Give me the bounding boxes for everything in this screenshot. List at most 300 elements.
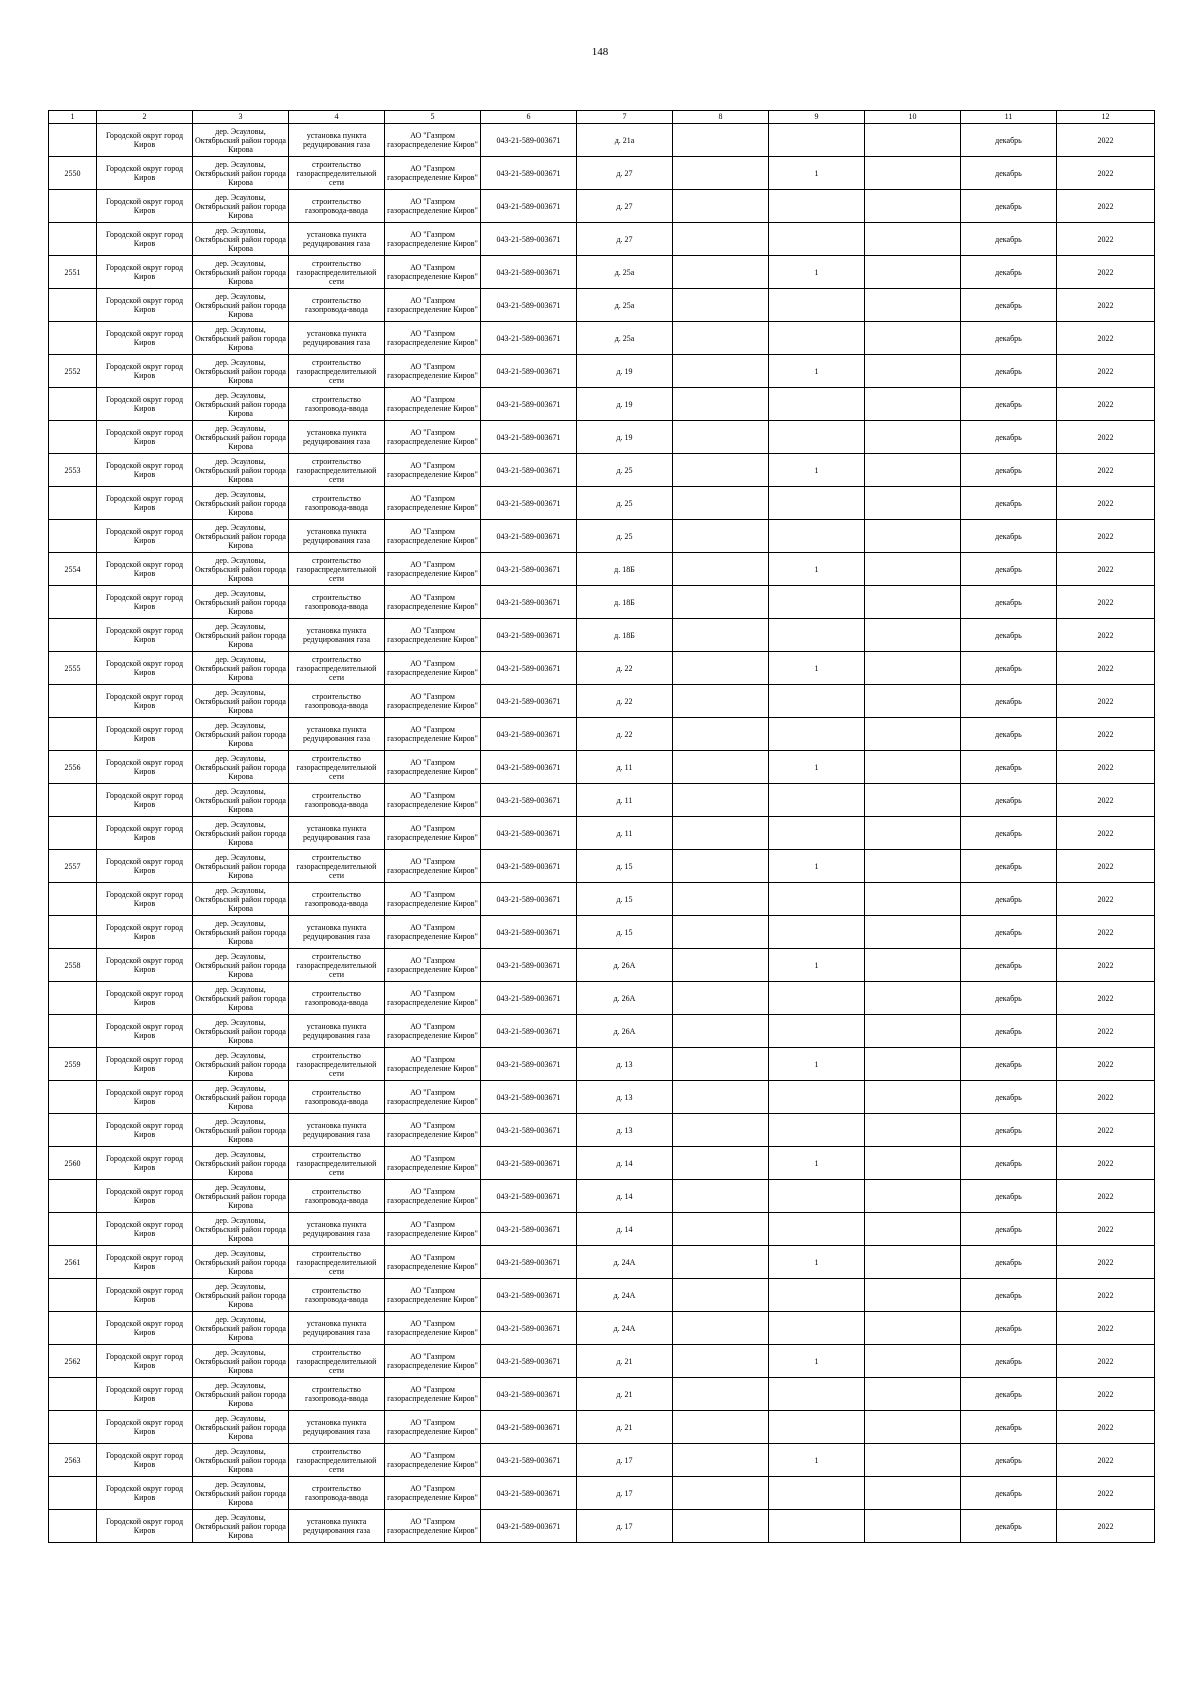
organization-cell-text: АО "Газпром газораспределение Киров" — [387, 1088, 478, 1106]
registry-code-cell-text: 043-21-589-003671 — [496, 729, 561, 739]
table-row — [49, 454, 1155, 487]
registry-code-cell-text: 043-21-589-003671 — [496, 366, 561, 376]
year-cell — [1057, 1081, 1155, 1114]
column-8-cell — [673, 553, 769, 586]
house-number-cell-text: д. 13 — [616, 1092, 633, 1102]
location-cell-text: дер. Эсауловы, Октябрьский район города Кирова — [195, 885, 286, 913]
quantity-cell — [769, 355, 865, 388]
column-10-cell — [865, 1279, 961, 1312]
work-type-cell-text: строительство газораспределительной сети — [296, 852, 377, 880]
house-number-cell — [577, 685, 673, 718]
month-cell-text: декабрь — [995, 234, 1022, 244]
column-10-cell — [865, 421, 961, 454]
month-cell-text: декабрь — [995, 927, 1022, 937]
registry-code-cell-text: 043-21-589-003671 — [496, 1224, 561, 1234]
quantity-cell-text: 1 — [814, 168, 819, 178]
quantity-cell-text: 1 — [814, 762, 819, 772]
table-row — [49, 388, 1155, 421]
registry-code-cell — [481, 421, 577, 454]
work-type-cell-text: строительство газопровода-ввода — [305, 692, 368, 710]
table-row — [49, 1411, 1155, 1444]
year-cell — [1057, 586, 1155, 619]
registry-code-cell-text: 043-21-589-003671 — [496, 1059, 561, 1069]
table-row — [49, 223, 1155, 256]
quantity-cell — [769, 586, 865, 619]
month-cell — [961, 1444, 1057, 1477]
location-cell — [193, 1411, 289, 1444]
table-row — [49, 1510, 1155, 1543]
year-cell — [1057, 454, 1155, 487]
house-number-cell — [577, 388, 673, 421]
house-number-cell-text: д. 17 — [616, 1488, 633, 1498]
column-8-cell — [673, 652, 769, 685]
quantity-cell — [769, 421, 865, 454]
district-cell — [97, 190, 193, 223]
registry-code-cell-text: 043-21-589-003671 — [496, 1026, 561, 1036]
registry-code-cell — [481, 652, 577, 685]
work-type-cell-text: установка пункта редуцирования газа — [302, 725, 371, 743]
year-cell-text: 2022 — [1097, 861, 1114, 871]
month-cell — [961, 1345, 1057, 1378]
table-row — [49, 322, 1155, 355]
year-cell-text: 2022 — [1097, 465, 1114, 475]
location-cell-text: дер. Эсауловы, Октябрьский район города Кирова — [195, 819, 286, 847]
registry-code-cell-text: 043-21-589-003671 — [496, 597, 561, 607]
organization-cell-text: АО "Газпром газораспределение Киров" — [387, 1451, 478, 1469]
registry-code-cell — [481, 817, 577, 850]
quantity-cell-text: 1 — [814, 465, 819, 475]
month-cell-text: декабрь — [995, 1356, 1022, 1366]
row-number-cell — [49, 1213, 97, 1246]
year-cell-text: 2022 — [1097, 1422, 1114, 1432]
organization-cell — [385, 784, 481, 817]
organization-cell — [385, 1345, 481, 1378]
row-number-cell — [49, 685, 97, 718]
month-cell — [961, 850, 1057, 883]
location-cell — [193, 1213, 289, 1246]
month-cell — [961, 157, 1057, 190]
district-cell — [97, 1477, 193, 1510]
year-cell-text: 2022 — [1097, 1125, 1114, 1135]
month-cell-text: декабрь — [995, 1422, 1022, 1432]
table-row — [49, 1081, 1155, 1114]
column-10-cell — [865, 982, 961, 1015]
row-number-cell-text: 2557 — [64, 861, 81, 871]
quantity-cell-text: 1 — [814, 1356, 819, 1366]
house-number-cell-text: д. 14 — [616, 1191, 633, 1201]
column-10-cell — [865, 355, 961, 388]
work-type-cell-text: строительство газораспределительной сети — [296, 951, 377, 979]
district-cell — [97, 685, 193, 718]
organization-cell-text: АО "Газпром газораспределение Киров" — [387, 923, 478, 941]
district-cell-text: Городской округ город Киров — [105, 692, 184, 710]
house-number-cell-text: д. 18Б — [614, 630, 635, 640]
location-cell — [193, 124, 289, 157]
work-type-cell — [289, 883, 385, 916]
house-number-cell-text: д. 15 — [616, 894, 633, 904]
table-row — [49, 190, 1155, 223]
registry-code-cell-text: 043-21-589-003671 — [496, 828, 561, 838]
row-number-cell-text: 2560 — [64, 1158, 81, 1168]
row-number-cell-text: 2555 — [64, 663, 81, 673]
house-number-cell-text: д. 25 — [616, 498, 633, 508]
column-8-cell — [673, 1477, 769, 1510]
month-cell — [961, 1048, 1057, 1081]
month-cell-text: декабрь — [995, 696, 1022, 706]
month-cell — [961, 1246, 1057, 1279]
column-8-cell — [673, 817, 769, 850]
work-type-cell — [289, 916, 385, 949]
month-cell-text: декабрь — [995, 1059, 1022, 1069]
location-cell — [193, 1246, 289, 1279]
work-type-cell-text: строительство газопровода-ввода — [305, 791, 368, 809]
column-8-cell — [673, 1015, 769, 1048]
house-number-cell-text: д. 26А — [613, 993, 636, 1003]
registry-code-cell-text: 043-21-589-003671 — [496, 465, 561, 475]
location-cell-text: дер. Эсауловы, Октябрьский район города Кирова — [195, 522, 286, 550]
district-cell-text: Городской округ город Киров — [105, 1253, 184, 1271]
year-cell — [1057, 817, 1155, 850]
district-cell-text: Городской округ город Киров — [105, 362, 184, 380]
column-header: 6 — [481, 111, 577, 124]
month-cell — [961, 1015, 1057, 1048]
work-type-cell — [289, 619, 385, 652]
registry-code-cell-text: 043-21-589-003671 — [496, 1356, 561, 1366]
organization-cell — [385, 289, 481, 322]
work-type-cell — [289, 553, 385, 586]
district-cell — [97, 355, 193, 388]
row-number-cell — [49, 586, 97, 619]
column-8-cell — [673, 454, 769, 487]
work-type-cell-text: строительство газопровода-ввода — [305, 197, 368, 215]
column-10-cell — [865, 1444, 961, 1477]
work-type-cell — [289, 1444, 385, 1477]
table-body — [49, 111, 1155, 1543]
table-row — [49, 124, 1155, 157]
house-number-cell-text: д. 27 — [616, 234, 633, 244]
organization-cell — [385, 1477, 481, 1510]
registry-code-cell-text: 043-21-589-003671 — [496, 234, 561, 244]
registry-code-cell-text: 043-21-589-003671 — [496, 1125, 561, 1135]
organization-cell-text: АО "Газпром газораспределение Киров" — [387, 956, 478, 974]
registry-code-cell-text: 043-21-589-003671 — [496, 1191, 561, 1201]
month-cell-text: декабрь — [995, 1257, 1022, 1267]
column-8-cell — [673, 190, 769, 223]
registry-code-cell-text: 043-21-589-003671 — [496, 1158, 561, 1168]
registry-code-cell-text: 043-21-589-003671 — [496, 300, 561, 310]
organization-cell — [385, 1048, 481, 1081]
organization-cell — [385, 256, 481, 289]
column-8-cell — [673, 1279, 769, 1312]
row-number-cell — [49, 190, 97, 223]
year-cell-text: 2022 — [1097, 201, 1114, 211]
organization-cell — [385, 817, 481, 850]
month-cell — [961, 1312, 1057, 1345]
district-cell — [97, 619, 193, 652]
table-row — [49, 553, 1155, 586]
registry-code-cell — [481, 289, 577, 322]
quantity-cell — [769, 949, 865, 982]
district-cell — [97, 850, 193, 883]
work-type-cell — [289, 256, 385, 289]
year-cell-text: 2022 — [1097, 696, 1114, 706]
column-10-cell — [865, 586, 961, 619]
month-cell-text: декабрь — [995, 201, 1022, 211]
month-cell — [961, 223, 1057, 256]
house-number-cell — [577, 949, 673, 982]
table-row — [49, 1180, 1155, 1213]
month-cell-text: декабрь — [995, 795, 1022, 805]
district-cell — [97, 124, 193, 157]
location-cell — [193, 223, 289, 256]
organization-cell-text: АО "Газпром газораспределение Киров" — [387, 1385, 478, 1403]
organization-cell-text: АО "Газпром газораспределение Киров" — [387, 461, 478, 479]
house-number-cell — [577, 1411, 673, 1444]
quantity-cell — [769, 883, 865, 916]
location-cell — [193, 1048, 289, 1081]
district-cell — [97, 256, 193, 289]
quantity-cell — [769, 322, 865, 355]
column-8-cell — [673, 850, 769, 883]
organization-cell-text: АО "Газпром газораспределение Киров" — [387, 890, 478, 908]
district-cell — [97, 1213, 193, 1246]
location-cell — [193, 454, 289, 487]
registry-code-cell-text: 043-21-589-003671 — [496, 564, 561, 574]
quantity-cell — [769, 157, 865, 190]
column-8-cell — [673, 1411, 769, 1444]
work-type-cell — [289, 355, 385, 388]
quantity-cell-text: 1 — [814, 663, 819, 673]
column-8-cell — [673, 1114, 769, 1147]
work-type-cell-text: строительство газопровода-ввода — [305, 1187, 368, 1205]
year-cell-text: 2022 — [1097, 267, 1114, 277]
organization-cell-text: АО "Газпром газораспределение Киров" — [387, 230, 478, 248]
house-number-cell-text: д. 22 — [616, 696, 633, 706]
month-cell-text: декабрь — [995, 861, 1022, 871]
organization-cell — [385, 322, 481, 355]
house-number-cell-text: д. 21а — [614, 135, 635, 145]
location-cell-text: дер. Эсауловы, Октябрьский район города Кирова — [195, 1479, 286, 1507]
registry-code-cell-text: 043-21-589-003671 — [496, 267, 561, 277]
district-cell — [97, 388, 193, 421]
district-cell — [97, 1015, 193, 1048]
quantity-cell — [769, 553, 865, 586]
row-number-cell — [49, 850, 97, 883]
month-cell — [961, 1213, 1057, 1246]
month-cell — [961, 784, 1057, 817]
registry-code-cell-text: 043-21-589-003671 — [496, 1092, 561, 1102]
month-cell-text: декабрь — [995, 1323, 1022, 1333]
organization-cell — [385, 685, 481, 718]
house-number-cell — [577, 1180, 673, 1213]
work-type-cell — [289, 190, 385, 223]
quantity-cell — [769, 850, 865, 883]
organization-cell — [385, 883, 481, 916]
month-cell-text: декабрь — [995, 993, 1022, 1003]
month-cell — [961, 322, 1057, 355]
registry-code-cell — [481, 586, 577, 619]
quantity-cell — [769, 520, 865, 553]
work-type-cell — [289, 1147, 385, 1180]
column-10-cell — [865, 652, 961, 685]
work-type-cell — [289, 1015, 385, 1048]
work-type-cell — [289, 586, 385, 619]
organization-cell — [385, 1444, 481, 1477]
registry-code-cell-text: 043-21-589-003671 — [496, 333, 561, 343]
column-8-cell — [673, 223, 769, 256]
organization-cell-text: АО "Газпром газораспределение Киров" — [387, 1253, 478, 1271]
registry-code-cell — [481, 355, 577, 388]
year-cell — [1057, 1213, 1155, 1246]
house-number-cell — [577, 916, 673, 949]
house-number-cell — [577, 1510, 673, 1543]
quantity-cell — [769, 1279, 865, 1312]
organization-cell-text: АО "Газпром газораспределение Киров" — [387, 857, 478, 875]
district-cell — [97, 1246, 193, 1279]
location-cell-text: дер. Эсауловы, Октябрьский район города Кирова — [195, 1347, 286, 1375]
row-number-cell — [49, 1312, 97, 1345]
month-cell-text: декабрь — [995, 135, 1022, 145]
month-cell-text: декабрь — [995, 960, 1022, 970]
house-number-cell — [577, 1444, 673, 1477]
organization-cell-text: АО "Газпром газораспределение Киров" — [387, 1022, 478, 1040]
district-cell-text: Городской округ город Киров — [105, 1451, 184, 1469]
column-8-cell — [673, 685, 769, 718]
registry-code-cell-text: 043-21-589-003671 — [496, 1290, 561, 1300]
organization-cell — [385, 1378, 481, 1411]
year-cell-text: 2022 — [1097, 828, 1114, 838]
house-number-cell-text: д. 22 — [616, 729, 633, 739]
row-number-cell — [49, 949, 97, 982]
organization-cell — [385, 949, 481, 982]
row-number-cell — [49, 487, 97, 520]
house-number-cell — [577, 982, 673, 1015]
location-cell — [193, 1279, 289, 1312]
month-cell — [961, 487, 1057, 520]
work-type-cell-text: строительство газораспределительной сети — [296, 753, 377, 781]
month-cell — [961, 1147, 1057, 1180]
registry-code-cell-text: 043-21-589-003671 — [496, 1521, 561, 1531]
organization-cell — [385, 553, 481, 586]
house-number-cell — [577, 256, 673, 289]
house-number-cell — [577, 322, 673, 355]
year-cell-text: 2022 — [1097, 729, 1114, 739]
column-header: 4 — [289, 111, 385, 124]
district-cell — [97, 1048, 193, 1081]
district-cell-text: Городской округ город Киров — [105, 197, 184, 215]
table-row — [49, 982, 1155, 1015]
organization-cell-text: АО "Газпром газораспределение Киров" — [387, 626, 478, 644]
year-cell-text: 2022 — [1097, 1323, 1114, 1333]
column-10-cell — [865, 454, 961, 487]
district-cell-text: Городской округ город Киров — [105, 923, 184, 941]
table-row — [49, 256, 1155, 289]
location-cell — [193, 487, 289, 520]
column-header: 12 — [1057, 111, 1155, 124]
year-cell — [1057, 256, 1155, 289]
month-cell-text: декабрь — [995, 333, 1022, 343]
table-row — [49, 1213, 1155, 1246]
year-cell-text: 2022 — [1097, 366, 1114, 376]
location-cell-text: дер. Эсауловы, Октябрьский район города Кирова — [195, 1446, 286, 1474]
organization-cell-text: АО "Газпром газораспределение Киров" — [387, 1418, 478, 1436]
location-cell — [193, 1081, 289, 1114]
year-cell-text: 2022 — [1097, 1488, 1114, 1498]
location-cell-text: дер. Эсауловы, Октябрьский район города Кирова — [195, 489, 286, 517]
district-cell — [97, 487, 193, 520]
column-10-cell — [865, 1147, 961, 1180]
row-number-cell — [49, 1246, 97, 1279]
registry-code-cell-text: 043-21-589-003671 — [496, 861, 561, 871]
column-10-cell — [865, 388, 961, 421]
organization-cell — [385, 751, 481, 784]
organization-cell-text: АО "Газпром газораспределение Киров" — [387, 395, 478, 413]
location-cell-text: дер. Эсауловы, Октябрьский район города Кирова — [195, 1050, 286, 1078]
year-cell — [1057, 619, 1155, 652]
district-cell — [97, 751, 193, 784]
organization-cell — [385, 1279, 481, 1312]
year-cell-text: 2022 — [1097, 762, 1114, 772]
district-cell — [97, 322, 193, 355]
row-number-cell — [49, 1510, 97, 1543]
organization-cell-text: АО "Газпром газораспределение Киров" — [387, 1154, 478, 1172]
month-cell — [961, 256, 1057, 289]
registry-code-cell — [481, 388, 577, 421]
location-cell — [193, 190, 289, 223]
registry-code-cell — [481, 454, 577, 487]
month-cell-text: декабрь — [995, 1389, 1022, 1399]
work-type-cell-text: строительство газораспределительной сети — [296, 654, 377, 682]
column-10-cell — [865, 157, 961, 190]
location-cell-text: дер. Эсауловы, Октябрьский район города Кирова — [195, 654, 286, 682]
district-cell-text: Городской округ город Киров — [105, 395, 184, 413]
work-type-cell-text: установка пункта редуцирования газа — [302, 1121, 371, 1139]
house-number-cell — [577, 652, 673, 685]
district-cell-text: Городской округ город Киров — [105, 560, 184, 578]
location-cell — [193, 850, 289, 883]
organization-cell — [385, 916, 481, 949]
work-type-cell — [289, 850, 385, 883]
district-cell — [97, 1081, 193, 1114]
month-cell-text: декабрь — [995, 498, 1022, 508]
organization-cell-text: АО "Газпром газораспределение Киров" — [387, 758, 478, 776]
year-cell — [1057, 784, 1155, 817]
work-type-cell-text: строительство газопровода-ввода — [305, 890, 368, 908]
registry-code-cell — [481, 1345, 577, 1378]
row-number-cell — [49, 157, 97, 190]
column-8-cell — [673, 1444, 769, 1477]
registry-code-cell — [481, 157, 577, 190]
house-number-cell-text: д. 21 — [616, 1422, 633, 1432]
organization-cell-text: АО "Газпром газораспределение Киров" — [387, 725, 478, 743]
row-number-cell — [49, 916, 97, 949]
month-cell-text: декабрь — [995, 1026, 1022, 1036]
work-type-cell-text: установка пункта редуцирования газа — [302, 824, 371, 842]
location-cell — [193, 388, 289, 421]
month-cell-text: декабрь — [995, 894, 1022, 904]
row-number-cell-text: 2563 — [64, 1455, 81, 1465]
quantity-cell-text: 1 — [814, 267, 819, 277]
year-cell — [1057, 883, 1155, 916]
district-cell-text: Городской округ город Киров — [105, 659, 184, 677]
work-type-cell — [289, 1378, 385, 1411]
location-cell-text: дер. Эсауловы, Октябрьский район города Кирова — [195, 852, 286, 880]
year-cell — [1057, 1015, 1155, 1048]
house-number-cell-text: д. 19 — [616, 366, 633, 376]
registry-code-cell — [481, 1213, 577, 1246]
organization-cell-text: АО "Газпром газораспределение Киров" — [387, 296, 478, 314]
quantity-cell — [769, 223, 865, 256]
